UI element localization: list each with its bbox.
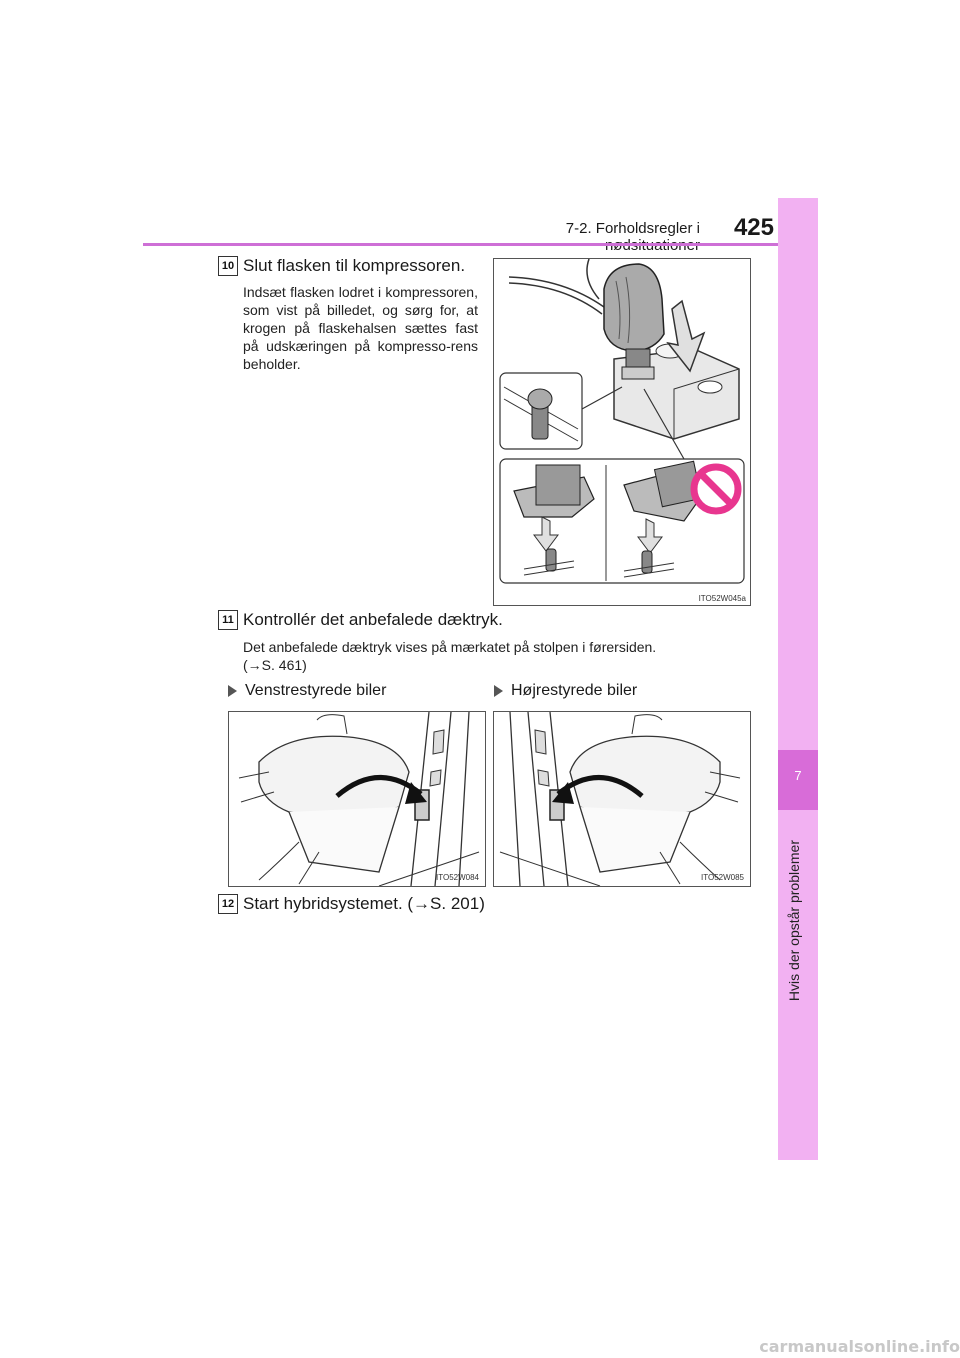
figure-compressor-bottle bbox=[493, 258, 751, 606]
chapter-number: 7 bbox=[794, 768, 802, 783]
step-badge-10: 10 bbox=[218, 256, 238, 276]
step-badge-12: 12 bbox=[218, 894, 238, 914]
left-hand-drive-illustration bbox=[229, 712, 485, 886]
figure-code-085: ITO52W085 bbox=[701, 873, 744, 882]
step-10-title: Slut flasken til kompressoren. bbox=[243, 256, 466, 275]
triangle-bullet-icon bbox=[494, 685, 503, 697]
page-number: 425 bbox=[733, 214, 774, 241]
figure-code-084: ITO52W084 bbox=[436, 873, 479, 882]
sub-item-left-hand-drive bbox=[228, 682, 386, 700]
watermark: carmanualsonline.info bbox=[759, 1337, 960, 1356]
section-title: 7-2. Forholdsregler i bbox=[565, 220, 700, 237]
right-hand-drive-illustration bbox=[494, 712, 750, 886]
sub-item-label: Højrestyrede biler bbox=[511, 682, 638, 699]
step-11-page-ref: (→S. 461) bbox=[243, 657, 307, 673]
step-11-title: Kontrollér det anbefalede dæktryk. bbox=[243, 610, 503, 629]
step-11-body-line1: Det anbefalede dæktryk vises på mærkatet på stolpen i førersiden. bbox=[243, 639, 657, 655]
sub-item-label: Venstrestyrede biler bbox=[245, 682, 387, 699]
compressor-bottle-illustration bbox=[494, 259, 750, 605]
triangle-bullet-icon bbox=[228, 685, 237, 697]
step-12-title: Start hybridsystemet. (→S. 201) bbox=[243, 894, 485, 913]
chapter-side-tab bbox=[778, 198, 818, 1160]
sub-item-right-hand-drive bbox=[494, 682, 637, 700]
step-badge-11: 11 bbox=[218, 610, 238, 630]
chapter-title-vertical bbox=[786, 840, 810, 1000]
chapter-number-box bbox=[778, 750, 818, 810]
chapter-title: Hvis der opstår problemer bbox=[786, 840, 802, 1002]
figure-left-hand-drive bbox=[228, 711, 486, 887]
prohibition-icon bbox=[694, 467, 738, 511]
step-10-body: Indsæt flasken lodret i kompressoren, som vist på billedet, og sørg for, at krogen på flaskehalsen sættes fast på udskæringen på kompresso-rens beholder. bbox=[243, 284, 478, 372]
figure-code-045a: ITO52W045a bbox=[698, 594, 746, 603]
header-rule bbox=[143, 243, 818, 246]
figure-right-hand-drive bbox=[493, 711, 751, 887]
